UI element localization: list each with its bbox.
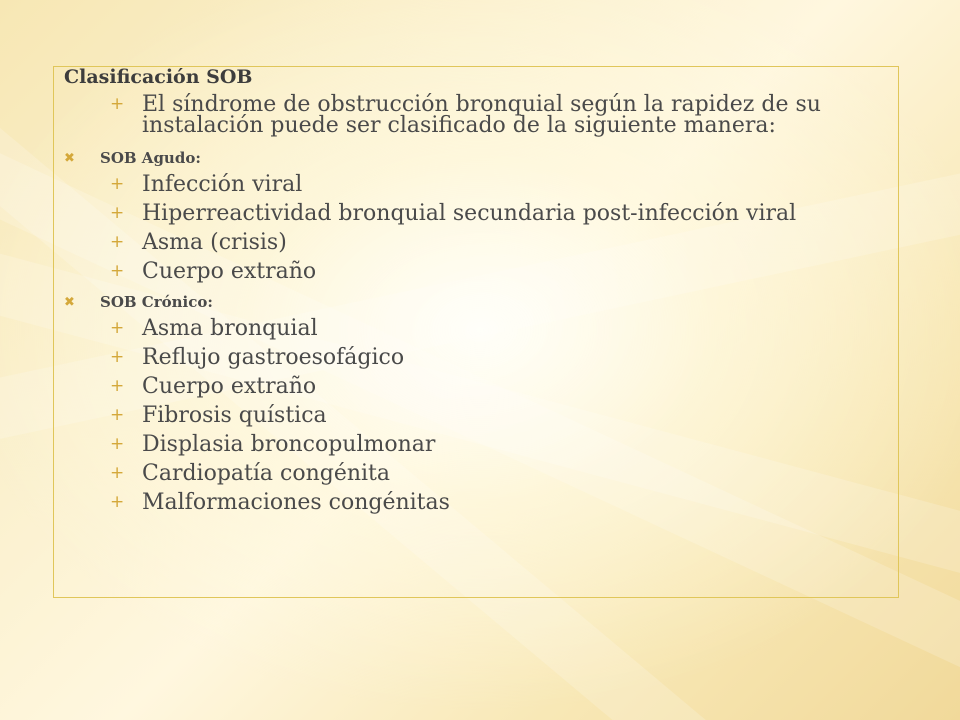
plus-icon: +	[110, 434, 125, 454]
list-item: + Reflujo gastroesofágico	[110, 345, 405, 370]
plus-icon: +	[110, 405, 125, 425]
x-icon: ✖	[64, 151, 75, 166]
list-item: + Malformaciones congénitas	[110, 490, 450, 515]
list-item: + Asma bronquial	[110, 316, 318, 341]
plus-icon: +	[110, 463, 125, 483]
list-item: + Hiperreactividad bronquial secundaria post-infección viral	[110, 201, 797, 226]
group-label-acute: ✖ SOB Agudo:	[64, 149, 201, 167]
list-item: + Fibrosis quística	[110, 403, 327, 428]
intro-item	[64, 94, 894, 136]
plus-icon: +	[110, 261, 125, 281]
plus-icon: +	[110, 376, 125, 396]
plus-icon: +	[110, 203, 125, 223]
slide-content	[64, 64, 894, 521]
plus-icon: +	[110, 347, 125, 367]
list-item: + Cardiopatía congénita	[110, 461, 391, 486]
group-label-chronic: ✖ SOB Crónico:	[64, 293, 213, 311]
plus-icon: +	[110, 318, 125, 338]
plus-icon: +	[110, 492, 125, 512]
list-item: + Infección viral	[110, 172, 303, 197]
plus-icon: +	[110, 232, 125, 252]
list-item: + Displasia broncopulmonar	[110, 432, 436, 457]
list-item: + Cuerpo extraño	[110, 259, 317, 284]
plus-icon: +	[110, 94, 125, 114]
list-item: + Asma (crisis)	[110, 230, 287, 255]
x-icon: ✖	[64, 295, 75, 310]
list-item: + Cuerpo extraño	[110, 374, 317, 399]
slide-title: Clasificación SOB	[64, 66, 253, 88]
plus-icon: +	[110, 174, 125, 194]
intro-text: El síndrome de obstrucción bronquial según la rapidez de su instalación puede ser clasificado de la siguiente manera:	[142, 92, 821, 138]
